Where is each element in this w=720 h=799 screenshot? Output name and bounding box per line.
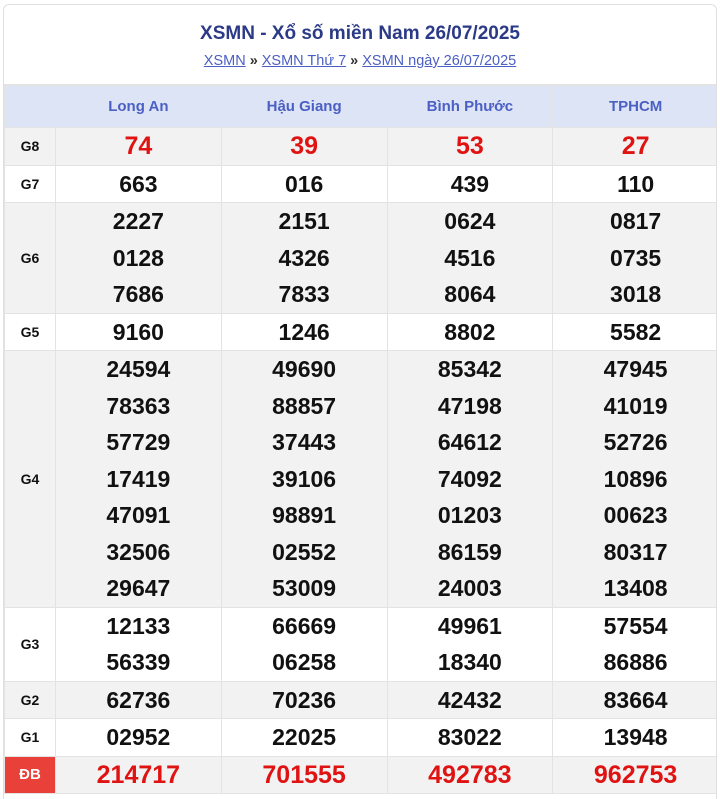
result-cell — [387, 128, 553, 166]
result-cell — [387, 607, 553, 681]
result-cell — [221, 351, 387, 608]
result-cell — [56, 165, 222, 203]
result-number: 0624 — [444, 208, 496, 234]
result-cell — [221, 681, 387, 719]
prize-row-g7 — [5, 165, 718, 203]
result-number: 02552 — [272, 538, 337, 565]
result-number: 214717 — [96, 760, 181, 789]
prize-label: G7 — [5, 165, 56, 203]
result-cell — [553, 313, 717, 351]
prize-row-g2 — [5, 681, 718, 719]
result-number: 492783 — [428, 760, 512, 789]
result-number: 02952 — [106, 724, 171, 750]
result-number: 29647 — [106, 575, 171, 601]
result-number: 1246 — [278, 318, 330, 345]
result-number: 5582 — [610, 318, 662, 345]
result-number: 53009 — [272, 575, 337, 601]
result-number: 47091 — [106, 502, 171, 528]
result-number: 27 — [621, 132, 650, 160]
result-number: 39106 — [272, 465, 337, 492]
result-number: 10896 — [603, 465, 668, 492]
result-number: 701555 — [262, 760, 346, 789]
prize-row-g6 — [5, 203, 718, 314]
prize-rows — [5, 128, 718, 794]
result-number: 2227 — [112, 208, 164, 234]
result-cell — [221, 756, 387, 794]
breadcrumb-link-weekday[interactable]: XSMN Thứ 7 — [261, 53, 347, 69]
prize-row-g8 — [5, 128, 718, 166]
result-cell — [387, 756, 553, 794]
breadcrumb-separator: » — [350, 53, 359, 69]
result-number: 12133 — [106, 612, 171, 639]
results-header — [4, 5, 716, 85]
result-number: 00623 — [603, 502, 668, 528]
result-number: 13408 — [603, 575, 668, 601]
result-number: 83022 — [437, 724, 502, 750]
result-number: 62736 — [106, 686, 171, 713]
result-number: 49961 — [437, 612, 502, 639]
result-number: 01203 — [437, 502, 502, 528]
result-cell — [553, 165, 717, 203]
prize-row-g5 — [5, 313, 718, 351]
results-panel — [3, 4, 717, 799]
result-cell — [387, 165, 553, 203]
result-cell — [221, 128, 387, 166]
corner-cell — [5, 86, 56, 128]
result-cell — [553, 756, 717, 794]
result-cell — [553, 607, 717, 681]
result-cell — [56, 756, 222, 794]
result-number: 0817 — [610, 208, 662, 234]
result-number: 86886 — [603, 649, 668, 675]
province-header-row — [5, 86, 718, 128]
prize-label: G5 — [5, 313, 56, 351]
result-number: 24594 — [106, 356, 171, 382]
result-cell — [387, 681, 553, 719]
result-number: 8064 — [444, 281, 496, 307]
prize-row-g4 — [5, 351, 718, 608]
prize-label: G1 — [5, 719, 56, 757]
result-cell — [221, 719, 387, 757]
result-number: 06258 — [272, 649, 337, 675]
breadcrumb-separator: » — [249, 53, 258, 69]
result-number: 57554 — [603, 612, 668, 639]
result-number: 53 — [455, 132, 484, 160]
result-number: 962753 — [593, 760, 678, 789]
result-number: 17419 — [106, 465, 171, 492]
result-cell — [56, 607, 222, 681]
result-number: 80317 — [603, 538, 668, 565]
result-number: 7686 — [112, 281, 164, 307]
result-number: 85342 — [437, 356, 502, 382]
result-number: 4516 — [444, 244, 496, 271]
result-cell — [221, 607, 387, 681]
result-number: 9160 — [112, 318, 164, 345]
result-number: 42432 — [437, 686, 502, 713]
result-number: 2151 — [278, 208, 330, 234]
result-cell — [387, 313, 553, 351]
result-number: 8802 — [444, 318, 496, 345]
prize-row-db — [5, 756, 718, 794]
result-number: 52726 — [603, 429, 668, 455]
result-cell — [221, 165, 387, 203]
result-cell — [387, 351, 553, 608]
result-cell — [56, 719, 222, 757]
result-number: 24003 — [437, 575, 502, 601]
result-cell — [56, 351, 222, 608]
province-header-long-an[interactable]: Long An — [56, 86, 222, 128]
result-number: 78363 — [106, 392, 171, 419]
result-number: 74 — [124, 132, 153, 160]
result-number: 98891 — [272, 502, 337, 528]
result-number: 37443 — [272, 429, 337, 455]
prize-row-g3 — [5, 607, 718, 681]
page-title: XSMN - Xổ số miền Nam 26/07/2025 — [200, 23, 520, 44]
result-number: 39 — [290, 132, 319, 160]
result-number: 18340 — [437, 649, 502, 675]
result-number: 22025 — [272, 724, 337, 750]
result-number: 0735 — [610, 244, 662, 271]
results-table — [4, 85, 717, 794]
result-cell — [56, 128, 222, 166]
province-header-tphcm[interactable]: TPHCM — [553, 86, 717, 128]
result-number: 86159 — [437, 538, 502, 565]
prize-label: G6 — [5, 203, 56, 314]
result-number: 3018 — [610, 281, 662, 307]
province-header-binh-phuoc[interactable]: Bình Phước — [387, 86, 553, 128]
result-cell — [56, 313, 222, 351]
result-number: 49690 — [272, 356, 337, 382]
prize-label: G8 — [5, 128, 56, 166]
breadcrumb-link-xsmn[interactable]: XSMN — [203, 53, 246, 69]
result-number: 13948 — [603, 724, 668, 750]
result-number: 70236 — [272, 686, 337, 713]
province-header-hau-giang[interactable]: Hậu Giang — [221, 86, 387, 128]
result-number: 663 — [119, 170, 158, 197]
result-number: 016 — [284, 170, 324, 197]
result-number: 41019 — [603, 392, 668, 419]
result-cell — [221, 203, 387, 314]
result-number: 439 — [450, 170, 490, 197]
result-number: 47945 — [603, 356, 668, 382]
result-cell — [553, 203, 717, 314]
result-cell — [56, 681, 222, 719]
result-number: 7833 — [278, 281, 330, 307]
result-cell — [553, 128, 717, 166]
result-number: 32506 — [106, 538, 171, 565]
result-cell — [56, 203, 222, 314]
prize-label: G2 — [5, 681, 56, 719]
result-number: 88857 — [272, 392, 337, 419]
result-cell — [553, 681, 717, 719]
result-number: 66669 — [272, 612, 337, 639]
result-cell — [553, 719, 717, 757]
result-number: 4326 — [278, 244, 330, 271]
result-number: 64612 — [437, 429, 502, 455]
result-cell — [387, 203, 553, 314]
result-cell — [387, 719, 553, 757]
prize-row-g1 — [5, 719, 718, 757]
result-number: 47198 — [437, 392, 502, 419]
prize-label: G4 — [5, 351, 56, 608]
breadcrumb — [4, 52, 716, 70]
prize-label: ĐB — [5, 756, 56, 794]
breadcrumb-link-date[interactable]: XSMN ngày 26/07/2025 — [362, 53, 517, 69]
result-number: 57729 — [106, 429, 171, 455]
result-number: 56339 — [106, 649, 171, 675]
result-number: 83664 — [603, 686, 668, 713]
result-number: 110 — [617, 170, 655, 197]
result-cell — [553, 351, 717, 608]
result-cell — [221, 313, 387, 351]
prize-label: G3 — [5, 607, 56, 681]
result-number: 0128 — [112, 244, 164, 271]
result-number: 74092 — [437, 465, 502, 492]
